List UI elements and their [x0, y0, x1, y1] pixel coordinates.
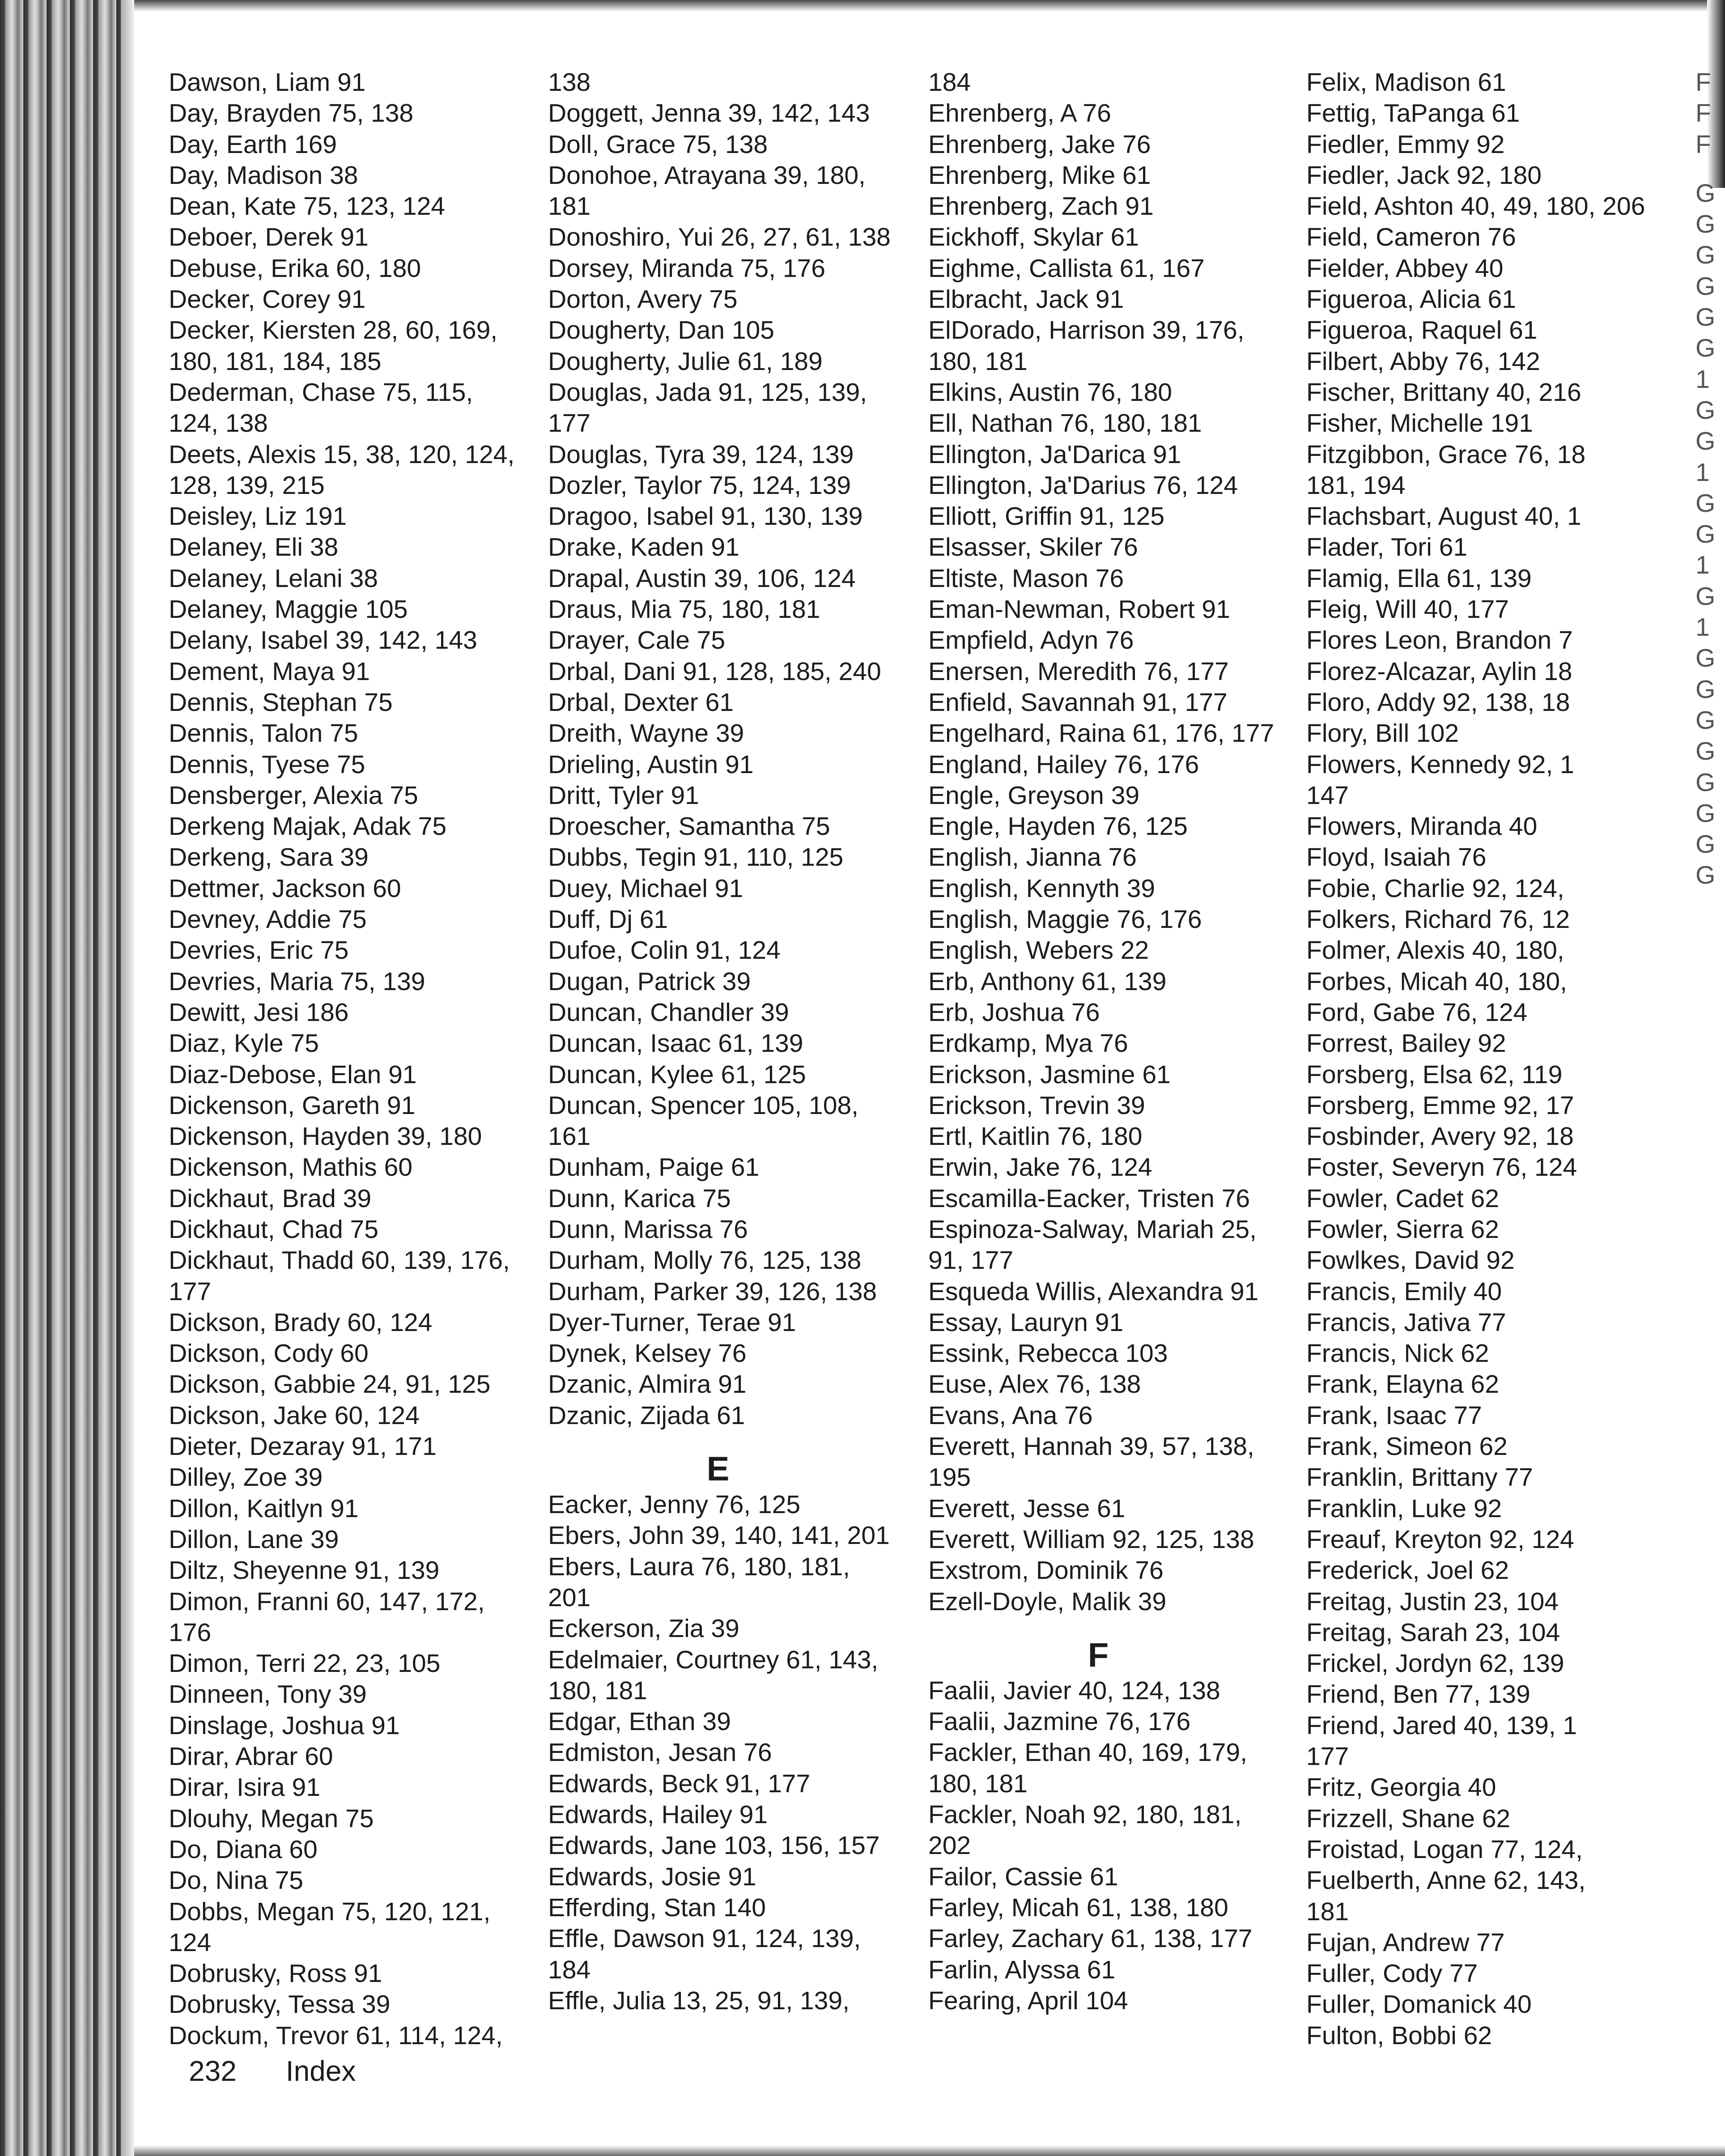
index-entry: Edmiston, Jesan 76 — [548, 1738, 772, 1767]
index-entry: Evans, Ana 76 — [928, 1401, 1093, 1430]
index-entry: Dunn, Marissa 76 — [548, 1215, 748, 1244]
index-entry: Erickson, Trevin 39 — [928, 1091, 1145, 1120]
index-entry: Eltiste, Mason 76 — [928, 564, 1124, 593]
index-entry: Franklin, Luke 92 — [1306, 1494, 1502, 1523]
index-entry: Dubbs, Tegin 91, 110, 125 — [548, 843, 844, 872]
index-entry: Forsberg, Elsa 62, 119 — [1306, 1060, 1563, 1089]
index-entry: Ellington, Ja'Darius 76, 124 — [928, 471, 1238, 500]
index-entry: Flamig, Ella 61, 139 — [1306, 564, 1532, 593]
index-entry: 147 — [1306, 781, 1349, 810]
index-entry: Do, Diana 60 — [169, 1835, 318, 1864]
index-entry: 181, 194 — [1306, 471, 1406, 500]
index-entry: Elliott, Griffin 91, 125 — [928, 502, 1165, 531]
index-entry: Dickson, Brady 60, 124 — [169, 1308, 433, 1337]
bottom-page-shadow — [134, 2145, 1725, 2156]
index-entry: G — [1695, 334, 1716, 363]
index-entry: Dinslage, Joshua 91 — [169, 1711, 400, 1740]
index-entry: G — [1695, 427, 1716, 456]
index-column-1 — [169, 67, 527, 2051]
index-entry: Drapal, Austin 39, 106, 124 — [548, 564, 856, 593]
index-entry: G — [1695, 395, 1716, 425]
index-entry: Eacker, Jenny 76, 125 — [548, 1490, 801, 1519]
page-edge-binding — [0, 0, 134, 2156]
index-entry: G — [1695, 241, 1716, 270]
index-entry: 1 — [1695, 551, 1710, 580]
index-entry: Elsasser, Skiler 76 — [928, 533, 1138, 562]
index-entry: Duncan, Spencer 105, 108, 161 — [548, 1091, 858, 1151]
index-entry: Fobie, Charlie 92, 124, — [1306, 874, 1564, 903]
index-entry: Flory, Bill 102 — [1306, 719, 1459, 748]
index-entry: Day, Brayden 75, 138 — [169, 99, 414, 128]
index-entry: Derkeng Majak, Adak 75 — [169, 812, 447, 841]
index-entry: Fritz, Georgia 40 — [1306, 1773, 1496, 1802]
index-entry: Flowers, Miranda 40 — [1306, 812, 1538, 841]
section-letter-heading: E — [706, 1450, 730, 1488]
index-entry: Derkeng, Sara 39 — [169, 843, 369, 872]
index-entry: G — [1695, 706, 1716, 735]
index-entry: G — [1695, 272, 1716, 301]
index-entry: Edgar, Ethan 39 — [548, 1707, 731, 1736]
index-entry: 1 — [1695, 365, 1710, 394]
index-entry: Farley, Zachary 61, 138, 177 — [928, 1924, 1253, 1953]
index-entry: Dickhaut, Chad 75 — [169, 1215, 378, 1244]
index-entry: Doll, Grace 75, 138 — [548, 130, 768, 159]
index-entry: Essink, Rebecca 103 — [928, 1339, 1168, 1368]
index-entry: G — [1695, 830, 1716, 859]
index-entry: Farlin, Alyssa 61 — [928, 1955, 1116, 1984]
top-page-shadow — [134, 0, 1725, 12]
index-entry: Dirar, Isira 91 — [169, 1773, 320, 1802]
index-entry: Francis, Jativa 77 — [1306, 1308, 1506, 1337]
index-entry: Franklin, Brittany 77 — [1306, 1463, 1533, 1492]
index-entry: Fitzgibbon, Grace 76, 18 — [1306, 440, 1586, 469]
index-entry: Dougherty, Dan 105 — [548, 316, 774, 345]
index-entry: Faalii, Javier 40, 124, 138 — [928, 1676, 1220, 1705]
index-entry: Dobbs, Megan 75, 120, 121, 124 — [169, 1897, 491, 1957]
index-column-4 — [1306, 67, 1660, 2051]
index-entry: Decker, Kiersten 28, 60, 169, 180, 181, 184, 185 — [169, 316, 498, 376]
index-entry: Fiedler, Emmy 92 — [1306, 130, 1505, 159]
index-entry: Forbes, Micah 40, 180, — [1306, 967, 1567, 996]
index-entry: Erdkamp, Mya 76 — [928, 1029, 1128, 1058]
index-entry: Deets, Alexis 15, 38, 120, 124, 128, 139, 215 — [169, 440, 515, 500]
index-entry: Dilley, Zoe 39 — [169, 1463, 323, 1492]
index-entry: Dougherty, Julie 61, 189 — [548, 347, 823, 376]
index-entry: G — [1695, 644, 1716, 673]
index-entry: Farley, Micah 61, 138, 180 — [928, 1893, 1228, 1922]
index-entry: Freitag, Justin 23, 104 — [1306, 1587, 1559, 1616]
index-entry: Dirar, Abrar 60 — [169, 1742, 333, 1771]
index-entry: G — [1695, 489, 1716, 518]
index-entry: Dockum, Trevor 61, 114, 124, — [169, 2021, 503, 2050]
index-entry: G — [1695, 675, 1716, 704]
index-entry: Fiedler, Jack 92, 180 — [1306, 161, 1542, 190]
index-entry: Dragoo, Isabel 91, 130, 139 — [548, 502, 863, 531]
index-entry: Dimon, Franni 60, 147, 172, 176 — [169, 1587, 485, 1647]
index-entry: Field, Cameron 76 — [1306, 223, 1516, 252]
index-entry: Ehrenberg, Zach 91 — [928, 192, 1154, 221]
index-entry: Frank, Isaac 77 — [1306, 1401, 1482, 1430]
index-entry: Dean, Kate 75, 123, 124 — [169, 192, 445, 221]
index-entry: F — [1695, 68, 1711, 97]
index-entry: Francis, Nick 62 — [1306, 1339, 1489, 1368]
index-entry: Efferding, Stan 140 — [548, 1893, 766, 1922]
index-entry: Ezell-Doyle, Malik 39 — [928, 1587, 1167, 1616]
index-entry: Edelmaier, Courtney 61, 143, 180, 181 — [548, 1645, 879, 1705]
index-entry: Figueroa, Alicia 61 — [1306, 285, 1516, 314]
index-entry: Fischer, Brittany 40, 216 — [1306, 378, 1581, 407]
index-entry: Flores Leon, Brandon 7 — [1306, 626, 1573, 655]
index-entry: Decker, Corey 91 — [169, 285, 366, 314]
index-entry: Engle, Hayden 76, 125 — [928, 812, 1188, 841]
index-entry: Filbert, Abby 76, 142 — [1306, 347, 1540, 376]
index-entry: Field, Ashton 40, 49, 180, 206 — [1306, 192, 1645, 221]
index-entry: Dynek, Kelsey 76 — [548, 1339, 747, 1368]
index-entry: Dunham, Paige 61 — [548, 1153, 760, 1182]
index-entry: English, Kennyth 39 — [928, 874, 1156, 903]
index-entry: F — [1695, 99, 1711, 128]
index-entry: Dickson, Jake 60, 124 — [169, 1401, 420, 1430]
index-entry: Donoshiro, Yui 26, 27, 61, 138 — [548, 223, 891, 252]
index-entry: 184 — [928, 68, 971, 97]
index-entry: Dillon, Lane 39 — [169, 1525, 339, 1554]
index-entry: Dobrusky, Ross 91 — [169, 1959, 382, 1988]
index-entry: Florez-Alcazar, Aylin 18 — [1306, 657, 1572, 686]
index-entry: Eman-Newman, Robert 91 — [928, 595, 1230, 624]
index-entry: Dyer-Turner, Terae 91 — [548, 1308, 796, 1337]
index-entry: Densberger, Alexia 75 — [169, 781, 418, 810]
index-entry: Edwards, Josie 91 — [548, 1862, 756, 1891]
index-entry: Freitag, Sarah 23, 104 — [1306, 1618, 1560, 1647]
index-entry: F — [1695, 130, 1711, 159]
index-entry: Esqueda Willis, Alexandra 91 — [928, 1277, 1259, 1306]
index-entry: Effle, Julia 13, 25, 91, 139, — [548, 1986, 850, 2015]
index-entry: Dickson, Gabbie 24, 91, 125 — [169, 1370, 491, 1399]
index-entry: G — [1695, 303, 1716, 332]
index-entry: Engelhard, Raina 61, 176, 177 — [928, 719, 1275, 748]
index-entry: Everett, William 92, 125, 138 — [928, 1525, 1254, 1554]
index-entry: Friend, Jared 40, 139, 1 — [1306, 1711, 1577, 1740]
index-entry: Fujan, Andrew 77 — [1306, 1928, 1505, 1957]
index-entry: Espinoza-Salway, Mariah 25, 91, 177 — [928, 1215, 1257, 1275]
index-entry: Doggett, Jenna 39, 142, 143 — [548, 99, 870, 128]
index-entry: Figueroa, Raquel 61 — [1306, 316, 1538, 345]
index-entry: Debuse, Erika 60, 180 — [169, 254, 421, 283]
index-entry: Durham, Parker 39, 126, 138 — [548, 1277, 877, 1306]
index-entry: Dzanic, Almira 91 — [548, 1370, 747, 1399]
index-entry: 1 — [1695, 458, 1710, 487]
index-entry: Dillon, Kaitlyn 91 — [169, 1494, 359, 1523]
index-entry: Dunn, Karica 75 — [548, 1184, 731, 1213]
index-entry: Fowlkes, David 92 — [1306, 1246, 1515, 1275]
index-entry: Duncan, Isaac 61, 139 — [548, 1029, 803, 1058]
page-number: 232 — [189, 2055, 237, 2087]
index-entry: Dickenson, Mathis 60 — [169, 1153, 412, 1182]
index-entry: Diaz-Debose, Elan 91 — [169, 1060, 417, 1089]
index-entry: G — [1695, 768, 1716, 797]
index-entry: Fuelberth, Anne 62, 143, — [1306, 1866, 1586, 1895]
index-entry: Folmer, Alexis 40, 180, — [1306, 936, 1564, 965]
index-entry: Freauf, Kreyton 92, 124 — [1306, 1525, 1574, 1554]
index-entry: Fowler, Sierra 62 — [1306, 1215, 1499, 1244]
index-entry: Frank, Elayna 62 — [1306, 1370, 1499, 1399]
index-entry: Euse, Alex 76, 138 — [928, 1370, 1141, 1399]
index-entry: Dickhaut, Thadd 60, 139, 176, 177 — [169, 1246, 510, 1306]
index-entry: Devney, Addie 75 — [169, 905, 367, 934]
index-entry: Faalii, Jazmine 76, 176 — [928, 1707, 1191, 1736]
index-entry: Empfield, Adyn 76 — [928, 626, 1134, 655]
index-entry: Enersen, Meredith 76, 177 — [928, 657, 1229, 686]
index-entry: Eighme, Callista 61, 167 — [928, 254, 1205, 283]
index-entry: Dennis, Talon 75 — [169, 719, 358, 748]
index-entry: Froistad, Logan 77, 124, — [1306, 1835, 1583, 1864]
index-entry: 177 — [1306, 1742, 1349, 1771]
index-entry: Dorton, Avery 75 — [548, 285, 738, 314]
index-entry: Floyd, Isaiah 76 — [1306, 843, 1487, 872]
index-entry: Devries, Maria 75, 139 — [169, 967, 425, 996]
index-entry: G — [1695, 582, 1716, 611]
index-entry: Dawson, Liam 91 — [169, 68, 366, 97]
index-entry: Frizzell, Shane 62 — [1306, 1804, 1511, 1833]
index-entry: Ebers, Laura 76, 180, 181, 201 — [548, 1552, 850, 1612]
index-entry: Dritt, Tyler 91 — [548, 781, 699, 810]
index-entry: Delaney, Eli 38 — [169, 533, 339, 562]
index-entry: Fielder, Abbey 40 — [1306, 254, 1504, 283]
index-entry: Day, Earth 169 — [169, 130, 337, 159]
index-entry: G — [1695, 210, 1716, 239]
index-entry: Everett, Jesse 61 — [928, 1494, 1126, 1523]
index-entry: Dobrusky, Tessa 39 — [169, 1990, 391, 2019]
index-entry: Drbal, Dani 91, 128, 185, 240 — [548, 657, 881, 686]
index-entry: Exstrom, Dominik 76 — [928, 1556, 1164, 1585]
index-entry: Dettmer, Jackson 60 — [169, 874, 401, 903]
index-entry: 181 — [1306, 1897, 1349, 1926]
index-entry: Ell, Nathan 76, 180, 181 — [928, 409, 1202, 438]
index-entry: Engle, Greyson 39 — [928, 781, 1140, 810]
index-entry: Enfield, Savannah 91, 177 — [928, 688, 1228, 717]
index-entry: Eckerson, Zia 39 — [548, 1614, 739, 1643]
index-entry: Dickenson, Gareth 91 — [169, 1091, 416, 1120]
index-entry: Francis, Emily 40 — [1306, 1277, 1502, 1306]
index-entry: Ford, Gabe 76, 124 — [1306, 998, 1528, 1027]
index-entry: English, Jianna 76 — [928, 843, 1137, 872]
index-entry: Foster, Severyn 76, 124 — [1306, 1153, 1577, 1182]
index-entry: Delaney, Lelani 38 — [169, 564, 378, 593]
index-entry: Ehrenberg, Jake 76 — [928, 130, 1151, 159]
index-entry: Fowler, Cadet 62 — [1306, 1184, 1499, 1213]
index-entry: Duncan, Kylee 61, 125 — [548, 1060, 806, 1089]
index-entry: Fosbinder, Avery 92, 18 — [1306, 1122, 1574, 1151]
index-entry: Friend, Ben 77, 139 — [1306, 1680, 1530, 1709]
index-entry: Douglas, Jada 91, 125, 139, 177 — [548, 378, 867, 438]
index-entry: Fearing, April 104 — [928, 1986, 1128, 2015]
index-entry: Dozler, Taylor 75, 124, 139 — [548, 471, 851, 500]
index-entry: G — [1695, 737, 1716, 766]
index-entry: G — [1695, 520, 1716, 549]
index-entry: Fackler, Noah 92, 180, 181, 202 — [928, 1800, 1242, 1860]
index-column-2 — [548, 67, 906, 2016]
section-letter-heading: F — [1088, 1636, 1109, 1674]
index-entry: Felix, Madison 61 — [1306, 68, 1506, 97]
index-entry: Dufoe, Colin 91, 124 — [548, 936, 781, 965]
index-entry: Ellington, Ja'Darica 91 — [928, 440, 1181, 469]
index-entry: Diaz, Kyle 75 — [169, 1029, 319, 1058]
index-entry: Dreith, Wayne 39 — [548, 719, 744, 748]
page-footer — [189, 2054, 356, 2088]
index-entry: Fettig, TaPanga 61 — [1306, 99, 1520, 128]
index-entry: Elkins, Austin 76, 180 — [928, 378, 1173, 407]
index-entry: Dennis, Stephan 75 — [169, 688, 393, 717]
index-entry: Dickson, Cody 60 — [169, 1339, 369, 1368]
index-entry: Fackler, Ethan 40, 169, 179, 180, 181 — [928, 1738, 1247, 1798]
index-entry: Eickhoff, Skylar 61 — [928, 223, 1139, 252]
index-entry: Flader, Tori 61 — [1306, 533, 1468, 562]
index-entry: Edwards, Beck 91, 177 — [548, 1769, 811, 1798]
index-entry: Fuller, Cody 77 — [1306, 1959, 1478, 1988]
index-entry: Flowers, Kennedy 92, 1 — [1306, 750, 1574, 779]
index-entry: Drieling, Austin 91 — [548, 750, 754, 779]
index-entry: Devries, Eric 75 — [169, 936, 349, 965]
index-entry: Erwin, Jake 76, 124 — [928, 1153, 1152, 1182]
index-entry: Draus, Mia 75, 180, 181 — [548, 595, 820, 624]
index-entry: Dimon, Terri 22, 23, 105 — [169, 1649, 441, 1678]
index-entry: Deisley, Liz 191 — [169, 502, 347, 531]
index-entry: Frank, Simeon 62 — [1306, 1432, 1508, 1461]
index-entry: Dickhaut, Brad 39 — [169, 1184, 372, 1213]
index-entry: Day, Madison 38 — [169, 161, 358, 190]
index-column-3 — [928, 67, 1286, 2016]
index-entry: Effle, Dawson 91, 124, 139, 184 — [548, 1924, 861, 1984]
index-entry: G — [1695, 861, 1716, 890]
index-entry: Edwards, Jane 103, 156, 157 — [548, 1831, 880, 1860]
index-entry: Dugan, Patrick 39 — [548, 967, 751, 996]
index-entry: Dinneen, Tony 39 — [169, 1680, 367, 1709]
index-entry: Erb, Anthony 61, 139 — [928, 967, 1167, 996]
index-entry: Durham, Molly 76, 125, 138 — [548, 1246, 862, 1275]
index-entry: Flachsbart, August 40, 1 — [1306, 502, 1581, 531]
index-entry: Do, Nina 75 — [169, 1866, 304, 1895]
index-entry: Forrest, Bailey 92 — [1306, 1029, 1506, 1058]
index-entry: Dennis, Tyese 75 — [169, 750, 365, 779]
index-entry: Dieter, Dezaray 91, 171 — [169, 1432, 437, 1461]
index-entry: Drayer, Cale 75 — [548, 626, 726, 655]
index-entry: Fleig, Will 40, 177 — [1306, 595, 1509, 624]
index-entry: Fulton, Bobbi 62 — [1306, 2021, 1492, 2050]
index-entry: Erb, Joshua 76 — [928, 998, 1100, 1027]
index-entry: Douglas, Tyra 39, 124, 139 — [548, 440, 854, 469]
index-entry: Diltz, Sheyenne 91, 139 — [169, 1556, 440, 1585]
index-entry: Dzanic, Zijada 61 — [548, 1401, 745, 1430]
index-entry: Everett, Hannah 39, 57, 138, 195 — [928, 1432, 1254, 1492]
index-entry: England, Hailey 76, 176 — [928, 750, 1199, 779]
index-entry: Frederick, Joel 62 — [1306, 1556, 1509, 1585]
index-entry: Fisher, Michelle 191 — [1306, 409, 1533, 438]
index-entry: English, Maggie 76, 176 — [928, 905, 1202, 934]
index-entry: Ertl, Kaitlin 76, 180 — [928, 1122, 1143, 1151]
index-entry: Deboer, Derek 91 — [169, 223, 369, 252]
index-entry: Failor, Cassie 61 — [928, 1862, 1118, 1891]
index-entry: Erickson, Jasmine 61 — [928, 1060, 1171, 1089]
index-entry: Delany, Isabel 39, 142, 143 — [169, 626, 477, 655]
index-entry: Escamilla-Eacker, Tristen 76 — [928, 1184, 1250, 1213]
index-entry: Dlouhy, Megan 75 — [169, 1804, 374, 1833]
index-entry: Dement, Maya 91 — [169, 657, 370, 686]
index-entry: Ehrenberg, A 76 — [928, 99, 1111, 128]
index-column-5-partial — [1695, 67, 1722, 891]
index-entry: Donohoe, Atrayana 39, 180, 181 — [548, 161, 866, 221]
index-entry: Fuller, Domanick 40 — [1306, 1990, 1532, 2019]
index-entry: Floro, Addy 92, 138, 18 — [1306, 688, 1570, 717]
index-entry: Drake, Kaden 91 — [548, 533, 739, 562]
index-entry: English, Webers 22 — [928, 936, 1149, 965]
index-entry: Droescher, Samantha 75 — [548, 812, 830, 841]
index-entry: G — [1695, 179, 1716, 208]
column-gap — [1695, 160, 1722, 178]
index-entry: G — [1695, 799, 1716, 828]
index-entry: Elbracht, Jack 91 — [928, 285, 1124, 314]
index-entry: Frickel, Jordyn 62, 139 — [1306, 1649, 1564, 1678]
index-entry: Folkers, Richard 76, 12 — [1306, 905, 1570, 934]
index-entry: Ebers, John 39, 140, 141, 201 — [548, 1521, 890, 1550]
index-entry: Edwards, Hailey 91 — [548, 1800, 768, 1829]
index-entry: Drbal, Dexter 61 — [548, 688, 734, 717]
index-entry: Duncan, Chandler 39 — [548, 998, 789, 1027]
index-entry: ElDorado, Harrison 39, 176, 180, 181 — [928, 316, 1245, 376]
section-name: Index — [285, 2055, 356, 2087]
index-entry: Delaney, Maggie 105 — [169, 595, 408, 624]
index-entry: Dorsey, Miranda 75, 176 — [548, 254, 825, 283]
index-entry: Dickenson, Hayden 39, 180 — [169, 1122, 482, 1151]
index-entry: Forsberg, Emme 92, 17 — [1306, 1091, 1574, 1120]
index-entry: Dewitt, Jesi 186 — [169, 998, 349, 1027]
index-entry: 138 — [548, 68, 591, 97]
index-entry: Duff, Dj 61 — [548, 905, 668, 934]
index-entry: Duey, Michael 91 — [548, 874, 744, 903]
index-entry: Ehrenberg, Mike 61 — [928, 161, 1151, 190]
index-entry: Essay, Lauryn 91 — [928, 1308, 1124, 1337]
index-entry: 1 — [1695, 613, 1710, 642]
index-entry: Dederman, Chase 75, 115, 124, 138 — [169, 378, 473, 438]
